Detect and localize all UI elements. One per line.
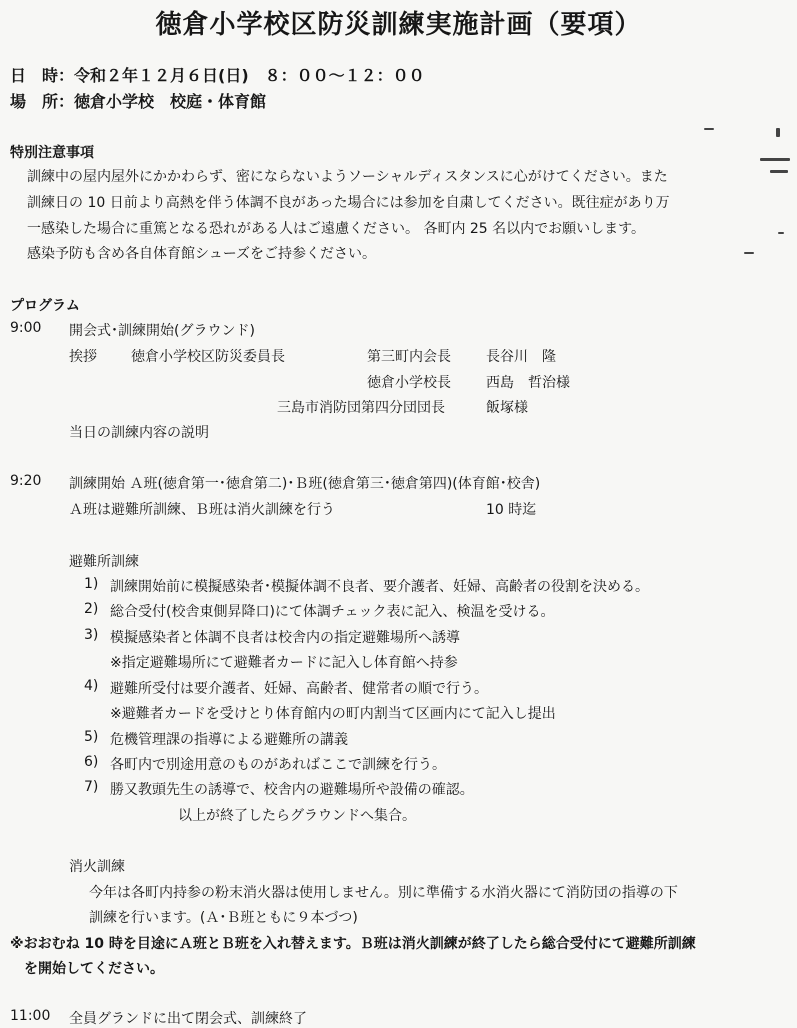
- shelter-note: ※避難者カードを受けとり体育館内の町内割当て区画内にて記入し提出: [110, 706, 556, 722]
- greeting-role-3: 三島市消防団第四分団団長: [277, 400, 445, 416]
- explain-text: 当日の訓練内容の説明: [69, 425, 209, 441]
- after-text: 以上が終了したらグラウンドへ集合。: [178, 808, 416, 824]
- swap-note: ※おおむね 10 時を目途にＡ班とＢ班を入れ替えます。Ｂ班は消火訓練が終了したら総合受付にて避難所訓練: [10, 936, 696, 952]
- greeting-name-2: 西島 哲治様: [486, 375, 570, 391]
- notes-heading: 特別注意事項: [10, 145, 94, 161]
- scan-speck: [744, 252, 754, 254]
- opening-text: 開会式･訓練開始(グラウンド): [69, 323, 255, 339]
- greeting-role-1: 徳倉小学校区防災委員長: [131, 349, 285, 365]
- shelter-item-num: 2): [84, 601, 99, 617]
- shelter-item-num: 6): [84, 754, 99, 770]
- time-900: 9:00: [10, 320, 42, 336]
- notes-line: 感染予防も含め各自体育館シューズをご持参ください。: [27, 246, 377, 262]
- notes-line: 訓練日の 10 日前より高熱を伴う体調不良があった場合には参加を自粛してください。既往症があり万: [27, 195, 670, 211]
- scan-speck: [770, 170, 788, 173]
- bleed-through: [440, 40, 692, 57]
- shelter-item: 危機管理課の指導による避難所の講義: [110, 732, 348, 748]
- place-line: 場 所：徳倉小学校 校庭・体育館: [10, 92, 267, 111]
- closing-text: 全員グランドに出て閉会式、訓練終了: [69, 1011, 307, 1027]
- shelter-item: 各町内で別途用意のものがあればここで訓練を行う。: [110, 757, 446, 773]
- shelter-note: ※指定避難場所にて避難者カードに記入し体育館へ持参: [110, 655, 458, 671]
- shelter-heading: 避難所訓練: [69, 554, 139, 570]
- fire-heading: 消火訓練: [69, 859, 125, 875]
- ab-assignment: Ａ班は避難所訓練、Ｂ班は消火訓練を行う: [69, 502, 335, 518]
- greeting-role-2: 徳倉小学校長: [367, 375, 451, 391]
- shelter-item: 総合受付(校舎東側昇降口)にて体調チェック表に記入、検温を受ける。: [110, 604, 555, 620]
- greeting-role-1b: 第三町内会長: [367, 349, 451, 365]
- swap-note-2: を開始してください。: [24, 961, 164, 977]
- shelter-item: 勝又教頭先生の誘導で、校舎内の避難場所や設備の確認。: [110, 782, 474, 798]
- scan-speck: [778, 232, 784, 234]
- greeting-label: 挨拶: [69, 349, 97, 365]
- shelter-item: 訓練開始前に模擬感染者･模擬体調不良者、要介護者、妊婦、高齢者の役割を決める。: [110, 579, 649, 595]
- time-920: 9:20: [10, 473, 42, 489]
- shelter-item-num: 7): [84, 779, 99, 795]
- document-title: 徳倉小学校区防災訓練実施計画（要項）: [155, 10, 642, 40]
- scan-speck: [704, 128, 714, 130]
- notes-line: 訓練中の屋内屋外にかかわらず、密にならないようソーシャルディスタンスに心がけてください。また: [27, 169, 668, 185]
- training-start: 訓練開始 Ａ班(徳倉第一･徳倉第二)･Ｂ班(徳倉第三･徳倉第四)(体育館･校舎): [69, 476, 541, 492]
- shelter-item-num: 1): [84, 576, 99, 592]
- scan-speck: [760, 158, 790, 161]
- greeting-name-1: 長谷川 隆: [486, 349, 556, 365]
- greeting-name-3: 飯塚様: [486, 400, 528, 416]
- date-line: 日 時：令和２年１２月６日(日) ８：００～１２：００: [10, 66, 425, 85]
- shelter-item: 模擬感染者と体調不良者は校舎内の指定避難場所へ誘導: [110, 630, 460, 646]
- shelter-item-num: 5): [84, 729, 99, 745]
- shelter-item-num: 4): [84, 678, 99, 694]
- fire-line: 訓練を行います。(Ａ･Ｂ班ともに９本づつ): [89, 910, 358, 926]
- shelter-item-num: 3): [84, 627, 99, 643]
- ab-until: 10 時迄: [486, 502, 537, 518]
- notes-line: 一感染した場合に重篤となる恐れがある人はご遠慮ください。 各町内 25 名以内でお願いします。: [27, 221, 646, 237]
- time-1100: 11:00: [10, 1008, 51, 1024]
- shelter-item: 避難所受付は要介護者、妊婦、高齢者、健常者の順で行う。: [110, 681, 488, 697]
- scan-speck: [776, 128, 780, 137]
- program-heading: プログラム: [10, 298, 80, 314]
- fire-line: 今年は各町内持参の粉末消火器は使用しません。別に準備する水消火器にて消防団の指導の下: [89, 885, 678, 901]
